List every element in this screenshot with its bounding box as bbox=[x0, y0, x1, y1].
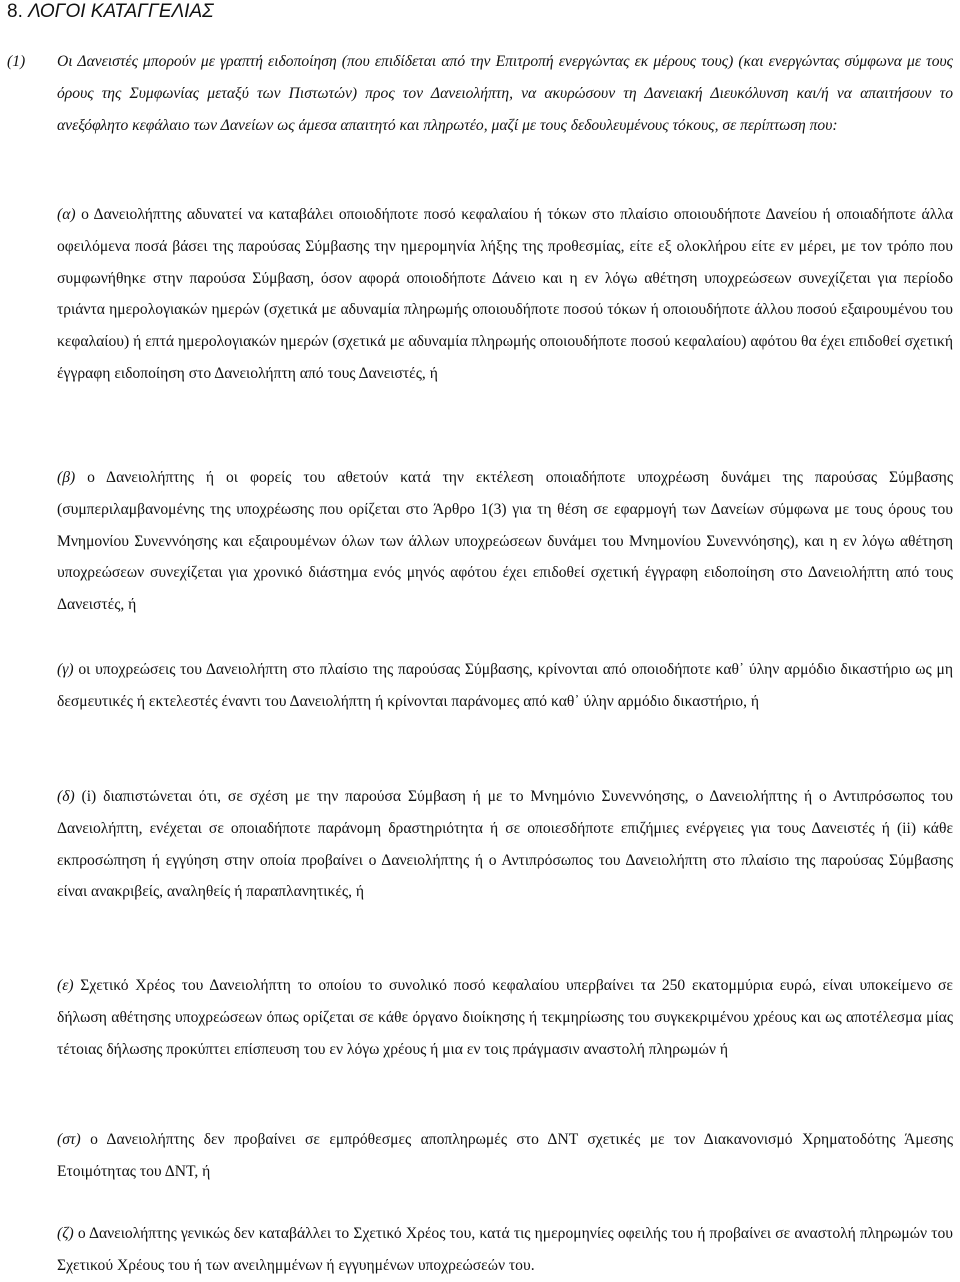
intro-label: (1) bbox=[7, 53, 26, 70]
clause-d-text: (i) διαπιστώνεται ότι, σε σχέση με την παρούσα Σύμβαση ή με το Μνημόνιο Συνεννόησης, ο Δανειολήπτης ή ο Αντιπρόσωπος του Δανειολήπτη, ενέχεται σε οποιαδήποτε παράνομη δραστηριότητα ή σε οποιεσδήποτε επιζήμιες ενέργειες για τους Δανειστές ή (ii) κάθε εκπροσώπηση ή εγγύηση στην οποία προβαίνει ο Δανειολήπτης ή ο Αντιπρόσωπος του Δανειολήπτη στο πλαίσιο της παρούσας Σύμβασης είναι ανακριβείς, αναληθείς ή παραπλανητικές, ή bbox=[57, 788, 953, 901]
clause-d bbox=[57, 781, 953, 908]
clause-c bbox=[57, 654, 953, 718]
section-heading bbox=[7, 0, 214, 24]
intro-paragraph bbox=[57, 46, 953, 141]
clause-c-label: (γ) bbox=[57, 661, 74, 678]
intro-text: Οι Δανειστές μπορούν με γραπτή ειδοποίηση (που επιδίδεται από την Επιτροπή ενεργώντας εκ μέρους τους) (και ενεργώντας σύμφωνα με τους όρους της Συμφωνίας μεταξύ των Πιστωτών) προς τον Δανειολήπτη, να ακυρώσουν τη Δανειακή Διευκόλυνση και/ή να απαιτήσουν το ανεξόφλητο κεφάλαιο των Δανείων ως άμεσα απαιτητό και πληρωτέο, μαζί με τους δεδουλευμένους τόκους, σε περίπτωση που: bbox=[57, 53, 953, 134]
clause-g-text: ο Δανειολήπτης γενικώς δεν καταβάλλει το Σχετικό Χρέος του, κατά τις ημερομηνίες οφειλής του ή προβαίνει σε αναστολή πληρωμών του Σχετικού Χρέους του ή των ανειλημμένων ή εγγυημένων υποχρεώσεών του. bbox=[57, 1225, 953, 1274]
clause-d-label: (δ) bbox=[57, 788, 75, 805]
clause-a-text: ο Δανειολήπτης αδυνατεί να καταβάλει οποιοδήποτε ποσό κεφαλαίου ή τόκων στο πλαίσιο οποιουδήποτε Δανείου ή οποιαδήποτε άλλα οφειλόμενα ποσά βάσει της παρούσας Σύμβασης την ημερομηνία λήξης της προθεσμίας, είτε εξ ολοκλήρου είτε εν μέρει, με τον τρόπο που συμφωνήθηκε στην παρούσα Σύμβαση, όσον αφορά οποιοδήποτε Δάνειο και η εν λόγω αθέτηση υποχρεώσεων συνεχίζεται για περίοδο τριάντα ημερολογιακών ημερών (σχετικά με αδυναμία πληρωμής οποιουδήποτε ποσού τόκων ή οποιουδήποτε άλλου ποσού εξαιρουμένου του κεφαλαίου) ή επτά ημερολογιακών ημερών (σχετικά με αδυναμία πληρωμής οποιουδήποτε ποσού κεφαλαίου) αφότου θα έχει επιδοθεί σχετική έγγραφη ειδοποίηση στο Δανειολήπτη από τους Δανειστές, ή bbox=[57, 206, 953, 382]
clause-a-label: (α) bbox=[57, 206, 76, 223]
clause-g bbox=[57, 1218, 953, 1282]
clause-b-text: ο Δανειολήπτης ή οι φορείς του αθετούν κατά την εκτέλεση οποιαδήποτε υποχρέωση δυνάμει της παρούσας Σύμβασης (συμπεριλαμβανομένης της υποχρέωσης που ορίζεται στο Άρθρο 1(3) για τη θέση σε εφαρμογή των Δανείων σύμφωνα με τους όρους του Μνημονίου Συνεννόησης και εξαιρουμένων όλων των άλλων υποχρεώσεων δυνάμει του Μνημονίου Συνεννόησης), και η εν λόγω αθέτηση υποχρεώσεων συνεχίζεται για χρονικό διάστημα ενός μηνός αφότου έχει επιδοθεί σχετική έγγραφη ειδοποίηση στο Δανειολήπτη από τους Δανειστές, ή bbox=[57, 469, 953, 614]
clause-a bbox=[57, 199, 953, 390]
clause-f-text: ο Δανειολήπτης δεν προβαίνει σε εμπρόθεσμες αποπληρωμές στο ΔΝΤ σχετικές με τον Διακανονισμό Χρηματοδότης Άμεσης Ετοιμότητας του ΔΝΤ, ή bbox=[57, 1131, 953, 1180]
clause-f bbox=[57, 1124, 953, 1188]
clause-c-text: οι υποχρεώσεις του Δανειολήπτη στο πλαίσιο της παρούσας Σύμβασης, κρίνονται από οποιοδήποτε καθ᾽ ύλην αρμόδιο δικαστήριο ως μη δεσμευτικές ή εκτελεστές έναντι του Δανειολήπτη ή κρίνονται παράνομες από καθ᾽ ύλην αρμόδιο δικαστήριο, ή bbox=[57, 661, 953, 710]
clause-f-label: (στ) bbox=[57, 1131, 81, 1148]
clause-b bbox=[57, 462, 953, 621]
clause-e-label: (ε) bbox=[57, 977, 74, 994]
clause-b-label: (β) bbox=[57, 469, 76, 486]
clause-g-label: (ζ) bbox=[57, 1225, 74, 1242]
clause-e-text: Σχετικό Χρέος του Δανειολήπτη το οποίου το συνολικό ποσό κεφαλαίου υπερβαίνει τα 250 εκατομμύρια ευρώ, είναι υποκείμενο σε δήλωση αθέτησης υποχρεώσεων όπως ορίζεται σε κάθε όργανο διοίκησης ή τεκμηρίωσης του συγκεκριμένου χρέους και ως αποτέλεσμα μίας τέτοιας δήλωσης προκύπτει επίσπευση του εν λόγω χρέους ή μια εν τοις πράγμασιν αναστολή πληρωμών ή bbox=[57, 977, 953, 1058]
clause-e bbox=[57, 970, 953, 1065]
section-title: ΛΟΓΟΙ ΚΑΤΑΓΓΕΛΙΑΣ bbox=[28, 1, 214, 22]
section-number: 8. bbox=[7, 1, 23, 22]
